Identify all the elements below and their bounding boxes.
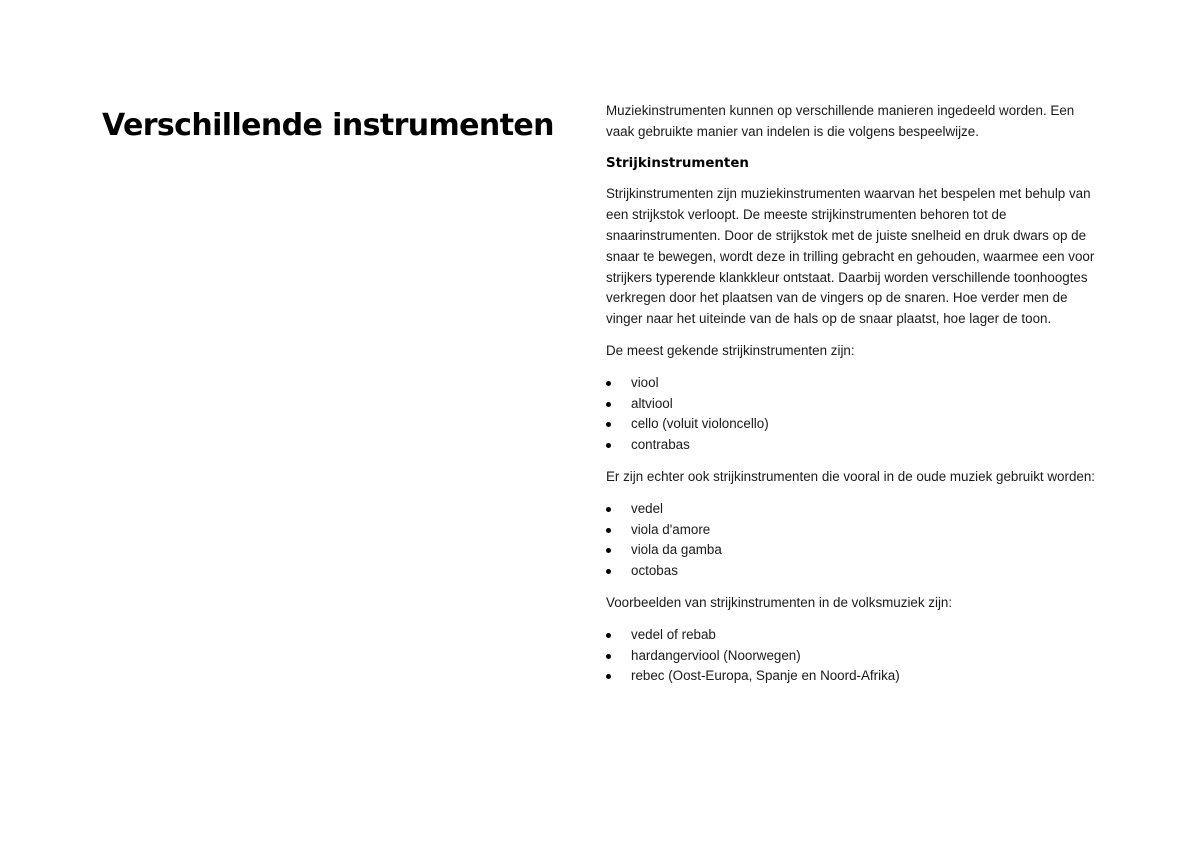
content-column	[606, 101, 1106, 698]
list-item: hardangerviool (Noorwegen)	[606, 646, 1106, 667]
list-item: octobas	[606, 561, 1106, 582]
list-item: vedel	[606, 499, 1106, 520]
folk-music-instruments-list	[606, 625, 1106, 687]
section-heading: Strijkinstrumenten	[606, 155, 749, 171]
list-item: vedel of rebab	[606, 625, 1106, 646]
list-item: altviool	[606, 394, 1106, 415]
old-music-list-intro: Er zijn echter ook strijkinstrumenten die vooral in de oude muziek gebruikt worden:	[606, 468, 1096, 484]
list-item: viool	[606, 373, 1106, 394]
list-item: contrabas	[606, 435, 1106, 456]
list-item: rebec (Oost-Europa, Spanje en Noord-Afrika)	[606, 666, 1106, 687]
intro-paragraph: Muziekinstrumenten kunnen op verschillende manieren ingedeeld worden. Een vaak gebruikte manier van indelen is die volgens bespeelwijze.	[606, 103, 1075, 139]
page-title: Verschillende instrumenten	[102, 108, 554, 143]
old-music-instruments-list	[606, 499, 1106, 582]
description-paragraph: Strijkinstrumenten zijn muziekinstrumenten waarvan het bespelen met behulp van een strijkstok verloopt. De meeste strijkinstrumenten behoren tot de snaarinstrumenten. Door de strijkstok met de juiste snelheid en druk dwars op de snaar te bewegen, wordt deze in trilling gebracht en gehouden, waarmee een voor strijkers typerende klankkleur ontstaat. Daarbij worden verschillende toonhoogtes verkregen door het plaatsen van de vingers op de snaren. Hoe verder men de vinger naar het uiteinde van de hals op de snaar plaatst, hoe lager de toon.	[606, 186, 1095, 327]
common-instruments-list	[606, 373, 1106, 456]
list-item: cello (voluit violoncello)	[606, 414, 1106, 435]
common-list-intro: De meest gekende strijkinstrumenten zijn:	[606, 342, 855, 358]
folk-music-list-intro: Voorbeelden van strijkinstrumenten in de volksmuziek zijn:	[606, 594, 953, 610]
list-item: viola d'amore	[606, 520, 1106, 541]
list-item: viola da gamba	[606, 540, 1106, 561]
